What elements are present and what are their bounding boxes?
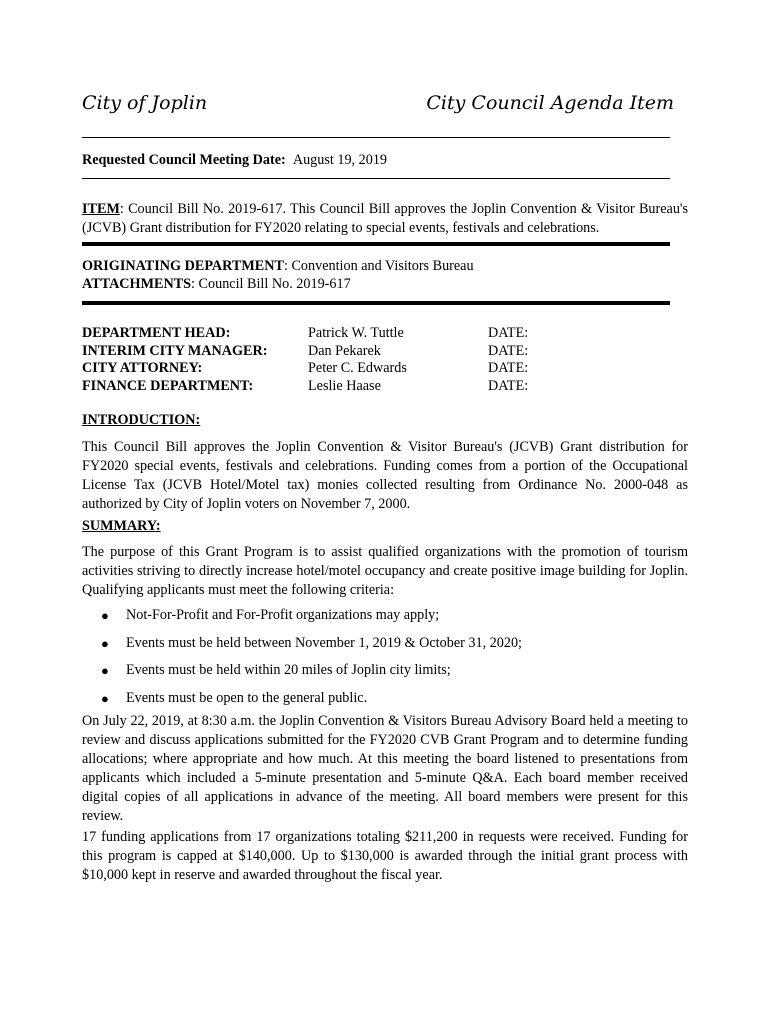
official-role: CITY ATTORNEY: [82,360,203,376]
item-divider [82,242,670,246]
official-name: Peter C. Edwards [308,360,407,376]
bullet-icon: ● [101,635,109,651]
bullet-icon: ● [101,608,109,623]
official-role: FINANCE DEPARTMENT: [82,377,254,394]
official-role: INTERIM CITY MANAGER: [82,342,268,359]
list-item: ● Not-For-Profit and For-Profit organizations may apply; [101,607,440,623]
list-item: ● Events must be held between November 1, 2019 & October 31, 2020; [101,634,522,651]
official-row [82,325,688,343]
attachments-value: Council Bill No. 2019-617 [198,276,351,292]
meeting-date-value: August 19, 2019 [292,152,388,168]
item-label: ITEM [82,201,120,217]
introduction-text: This Council Bill approves the Joplin Convention & Visitor Bureau's (JCVB) Grant distribution for FY2020 special events, festivals and celebrations. Funding comes from a portion of the Occupational License Tax (JCVB Hotel/Motel tax) monies collected resulting from Ordinance No. 2000-048 as authorized by City of Joplin voters on November 7, 2000. [82,439,688,512]
list-item: ● Events must be held within 20 miles of Joplin city limits; [101,662,451,678]
bullet-icon: ● [101,690,109,706]
bullet-icon: ● [101,663,109,678]
originating-line: ORIGINATING DEPARTMENT: Convention and Visitors Bureau [82,258,474,274]
agenda-item-title: City Council Agenda Item [426,92,674,114]
document-header [82,92,688,122]
meeting-date-line: Requested Council Meeting Date: August 19, 2019 [82,152,388,168]
summary-paragraph-3: 17 funding applications from 17 organizations totaling $211,200 in requests were received. Funding for this program is capped at $140,000. Up to $130,000 is awarded through the initial grant process with $10,000 kept in reserve and awarded throughout the fiscal year. [82,829,688,883]
list-item: ● Events must be open to the general public. [101,689,368,706]
criteria-list [82,606,682,716]
item-text: Council Bill No. 2019-617. This Council Bill approves the Joplin Convention & Visitor Bureau's (JCVB) Grant distribution for FY2020 relating to special events, festivals and celebrations. [82,201,688,236]
official-date: DATE: [488,360,529,376]
meeting-date-label: Requested Council Meeting Date [82,152,281,168]
official-row [82,343,688,361]
official-date: DATE: [488,342,529,359]
official-name: Patrick W. Tuttle [308,325,404,341]
official-row [82,378,688,396]
originating-label: ORIGINATING DEPARTMENT [82,258,284,274]
meeting-divider [82,178,670,179]
official-date: DATE: [488,377,529,394]
official-row [82,360,688,378]
introduction-heading: INTRODUCTION: [82,412,201,428]
summary-text: The purpose of this Grant Program is to assist qualified organizations with the promotion of tourism activities striving to directly increase hotel/motel occupancy and create positive image building for Joplin. Qualifying applicants must meet the following criteria: [82,544,688,598]
city-title: City of Joplin [82,92,208,114]
officials-table [82,325,688,395]
official-name: Leslie Haase [308,377,381,394]
item-paragraph: ITEM: Council Bill No. 2019-617. This Council Bill approves the Joplin Convention & Visitor Bureau's (JCVB) Grant distribution for FY2020 relating to special events, festivals and celebrations. [82,201,688,236]
official-role: DEPARTMENT HEAD: [82,325,231,341]
header-divider [82,137,670,138]
attachments-line: ATTACHMENTS: Council Bill No. 2019-617 [82,276,351,292]
summary-heading: SUMMARY: [82,518,161,534]
originating-value: Convention and Visitors Bureau [291,258,474,274]
official-name: Dan Pekarek [308,342,381,359]
attachments-divider [82,301,670,305]
attachments-label: ATTACHMENTS [82,276,192,292]
official-date: DATE: [488,325,529,341]
summary-paragraph-2: On July 22, 2019, at 8:30 a.m. the Joplin Convention & Visitors Bureau Advisory Board held a meeting to review and discuss applications submitted for the FY2020 CVB Grant Program and to determine funding allocations; where appropriate and how much. At this meeting the board listened to presentations from applicants which included a 5-minute presentation and 5-minute Q&A. Each board member received digital copies of all applications in advance of the meeting. All board members were present for this review. [82,713,688,824]
